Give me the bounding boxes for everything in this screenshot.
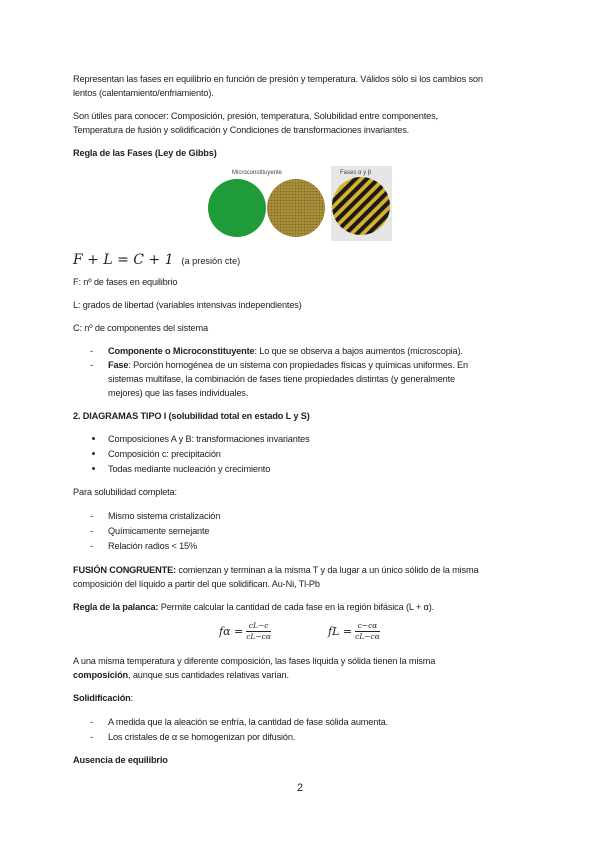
- list-dash: -: [90, 511, 94, 521]
- misma-temp-line-1: A una misma temperatura y diferente composición, las fases líquida y sólida tienen la misma: [73, 656, 436, 666]
- phases-illustration: [207, 166, 392, 241]
- heading-regla-fases: Regla de las Fases (Ley de Gibbs): [73, 148, 217, 158]
- def-F: F: nº de fases en equilibrio: [73, 277, 178, 287]
- page-number: 2: [296, 782, 304, 794]
- bullet-dot: [92, 452, 95, 455]
- list-item: Relación radios < 15%: [108, 541, 198, 551]
- list-item: Químicamente semejante: [108, 526, 210, 536]
- bullet-item: Composiciones A y B: transformaciones invariantes: [108, 434, 310, 444]
- palanca-line: Regla de la palanca: Permite calcular la cantidad de cada fase en la región bifásica (L + α).: [73, 602, 435, 612]
- uses-line-2: Temperatura de fusión y solidificación y Condiciones de transformaciones invariantes.: [73, 125, 410, 135]
- list-dash: -: [90, 541, 94, 551]
- list-dash: -: [90, 732, 94, 742]
- figure-label-micro: Microconstituyente: [232, 170, 283, 176]
- list-item: Mismo sistema cristalización: [108, 511, 221, 521]
- bullet-item: Todas mediante nucleación y crecimiento: [108, 464, 271, 474]
- heading-diagramas: 2. DIAGRAMAS TIPO I (solubilidad total en estado L y S): [73, 411, 310, 421]
- heading-solidificacion: Solidificación:: [73, 693, 134, 703]
- gibbs-formula-line: [73, 251, 240, 268]
- list-dash: -: [90, 360, 94, 370]
- bullet-item: Composición c: precipitación: [108, 449, 221, 459]
- list-item-fase-cont-1: sistemas multifase, la combinación de fases tiene propiedades distintas (y generalmente: [108, 374, 455, 384]
- formula-f-alpha: fα = $\frac{cL-c}{cL-c\alpha}$: [219, 621, 271, 641]
- figure-label-fases: Fases α y β: [340, 170, 372, 176]
- list-dash: -: [90, 717, 94, 727]
- gibbs-formula: F + L = C + 1: [73, 252, 174, 268]
- uses-line-1: Son útiles para conocer: Composición, presión, temperatura, Solubilidad entre componentes,: [73, 111, 438, 121]
- phases-figure: [207, 166, 392, 241]
- def-L: L: grados de libertad (variables intensivas independientes): [73, 300, 302, 310]
- intro-line-2: lentos (calentamiento/enfriamiento).: [73, 88, 214, 98]
- para-solubilidad: Para solubilidad completa:: [73, 487, 177, 497]
- green-phase-circle: [208, 179, 266, 237]
- list-dash: -: [90, 526, 94, 536]
- misma-temp-line-2: composición, aunque sus cantidades relativas varían.: [73, 670, 289, 680]
- formula-f-L: fL = $\frac{c-c\alpha}{cL-c\alpha}$: [328, 621, 380, 641]
- gibbs-note: (a presión cte): [181, 256, 241, 266]
- fusion-line-1: FUSIÓN CONGRUENTE: comienzan y terminan a la misma T y da lugar a un único sólido de la misma: [73, 565, 479, 575]
- fusion-line-2: composición del líquido a partir del que solidifican. Au-Ni, Tl-Pb: [73, 579, 320, 589]
- list-item: Los cristales de α se homogenizan por difusión.: [108, 732, 296, 742]
- list-item-fase: Fase: Porción homogénea de un sistema con propiedades físicas y químicas uniformes. En: [108, 360, 468, 370]
- bullet-dot: [92, 467, 95, 470]
- list-item-componente: Componente o Microconstituyente: Lo que se observa a bajos aumentos (microscopia).: [108, 346, 463, 356]
- list-item-fase-cont-2: mejores) que las fases individuales.: [108, 388, 249, 398]
- heading-ausencia: Ausencia de equilibrio: [73, 755, 168, 765]
- dotted-microconstituent-circle: [267, 179, 325, 237]
- list-dash: -: [90, 346, 94, 356]
- intro-line-1: Representan las fases en equilibrio en función de presión y temperatura. Válidos sólo si los cambios son: [73, 74, 483, 84]
- def-C: C: nº de componentes del sistema: [73, 323, 208, 333]
- list-item: A medida que la aleación se enfría, la cantidad de fase sólida aumenta.: [108, 717, 388, 727]
- bullet-dot: [92, 437, 95, 440]
